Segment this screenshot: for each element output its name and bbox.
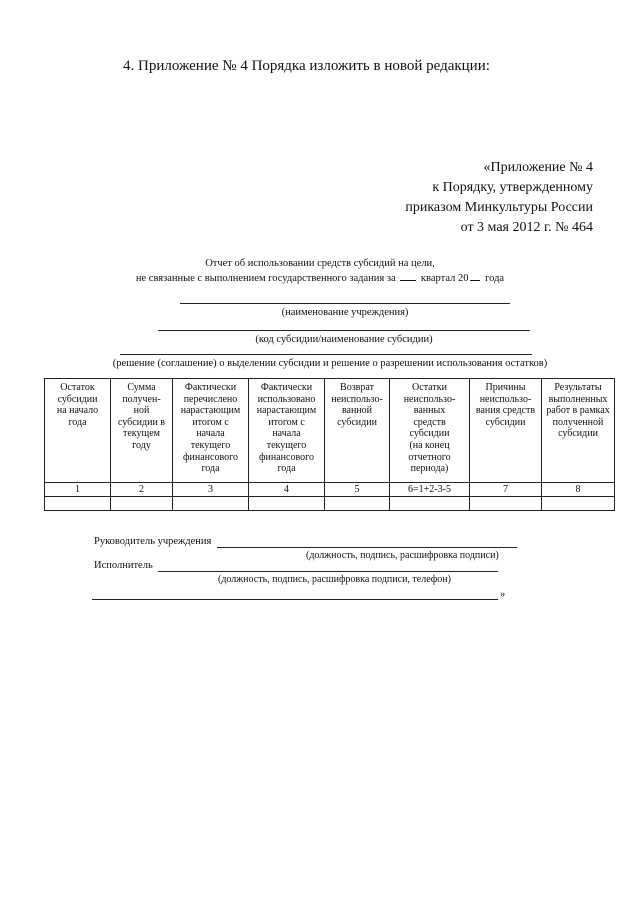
header-cell: Возврат неиспользо- ванной субсидии xyxy=(325,379,390,483)
number-cell: 6=1+2-3-5 xyxy=(390,483,470,497)
intro-line: 4. Приложение № 4 Порядка изложить в новой редакции: xyxy=(123,58,490,74)
decision-line xyxy=(120,354,532,355)
executor-caption: (должность, подпись, расшифровка подписи, телефон) xyxy=(218,574,451,585)
empty-cell xyxy=(325,497,390,511)
annex-line-1: «Приложение № 4 xyxy=(483,160,593,175)
annex-line-4: от 3 мая 2012 г. № 464 xyxy=(460,220,593,235)
year-blank xyxy=(470,271,480,281)
header-cell: Сумма получен- ной субсидии в текущем году xyxy=(111,379,173,483)
empty-cell xyxy=(45,497,111,511)
executor-signature-line xyxy=(158,571,498,572)
subsidy-code-caption: (код субсидии/наименование субсидии) xyxy=(255,334,433,345)
institution-caption: (наименование учреждения) xyxy=(281,307,409,318)
annex-line-3: приказом Минкультуры России xyxy=(405,200,593,215)
closing-line xyxy=(92,599,498,600)
quarter-blank xyxy=(400,271,416,281)
empty-cell xyxy=(542,497,615,511)
empty-cell xyxy=(111,497,173,511)
table-header-row xyxy=(45,379,615,483)
decision-caption: (решение (соглашение) о выделении субсидии и решение о разрешении использования остатков) xyxy=(112,358,548,369)
annex-line-2: к Порядку, утвержденному xyxy=(432,180,593,195)
header-cell: Фактически использовано нарастающим итогом с начала текущего финансового года xyxy=(249,379,325,483)
closing-mark: » xyxy=(500,589,506,600)
header-cell: Остаток субсидии на начало года xyxy=(45,379,111,483)
report-title xyxy=(0,256,640,286)
head-caption: (должность, подпись, расшифровка подписи) xyxy=(306,550,499,561)
header-cell: Причины неиспользо- вания средств субсидии xyxy=(470,379,542,483)
empty-cell xyxy=(390,497,470,511)
number-cell: 8 xyxy=(542,483,615,497)
subsidy-code-line xyxy=(158,330,530,331)
number-cell: 4 xyxy=(249,483,325,497)
annex-header xyxy=(405,158,593,238)
number-cell: 5 xyxy=(325,483,390,497)
report-title-line-2c: года xyxy=(485,273,505,284)
executor-label: Исполнитель xyxy=(94,560,153,571)
head-label: Руководитель учреждения xyxy=(94,536,212,547)
report-table xyxy=(44,378,615,511)
empty-cell xyxy=(173,497,249,511)
number-cell: 1 xyxy=(45,483,111,497)
report-title-line-2b: квартал 20 xyxy=(420,273,469,284)
report-title-line-1: Отчет об использовании средств субсидий на цели, xyxy=(205,258,435,269)
header-cell: Остатки неиспользо- ванных средств субсидии (на конец отчетного периода) xyxy=(390,379,470,483)
number-cell: 3 xyxy=(173,483,249,497)
empty-cell xyxy=(249,497,325,511)
empty-cell xyxy=(470,497,542,511)
table-row xyxy=(45,497,615,511)
head-signature-line xyxy=(217,547,517,548)
report-title-line-2a: не связанные с выполнением государственного задания за xyxy=(135,273,396,284)
number-cell: 2 xyxy=(111,483,173,497)
header-cell: Результаты выполненных работ в рамках полученной субсидии xyxy=(542,379,615,483)
number-cell: 7 xyxy=(470,483,542,497)
report-title-line-2 xyxy=(0,271,640,286)
header-cell: Фактически перечислено нарастающим итогом с начала текущего финансового года xyxy=(173,379,249,483)
table-number-row xyxy=(45,483,615,497)
institution-line xyxy=(180,303,510,304)
